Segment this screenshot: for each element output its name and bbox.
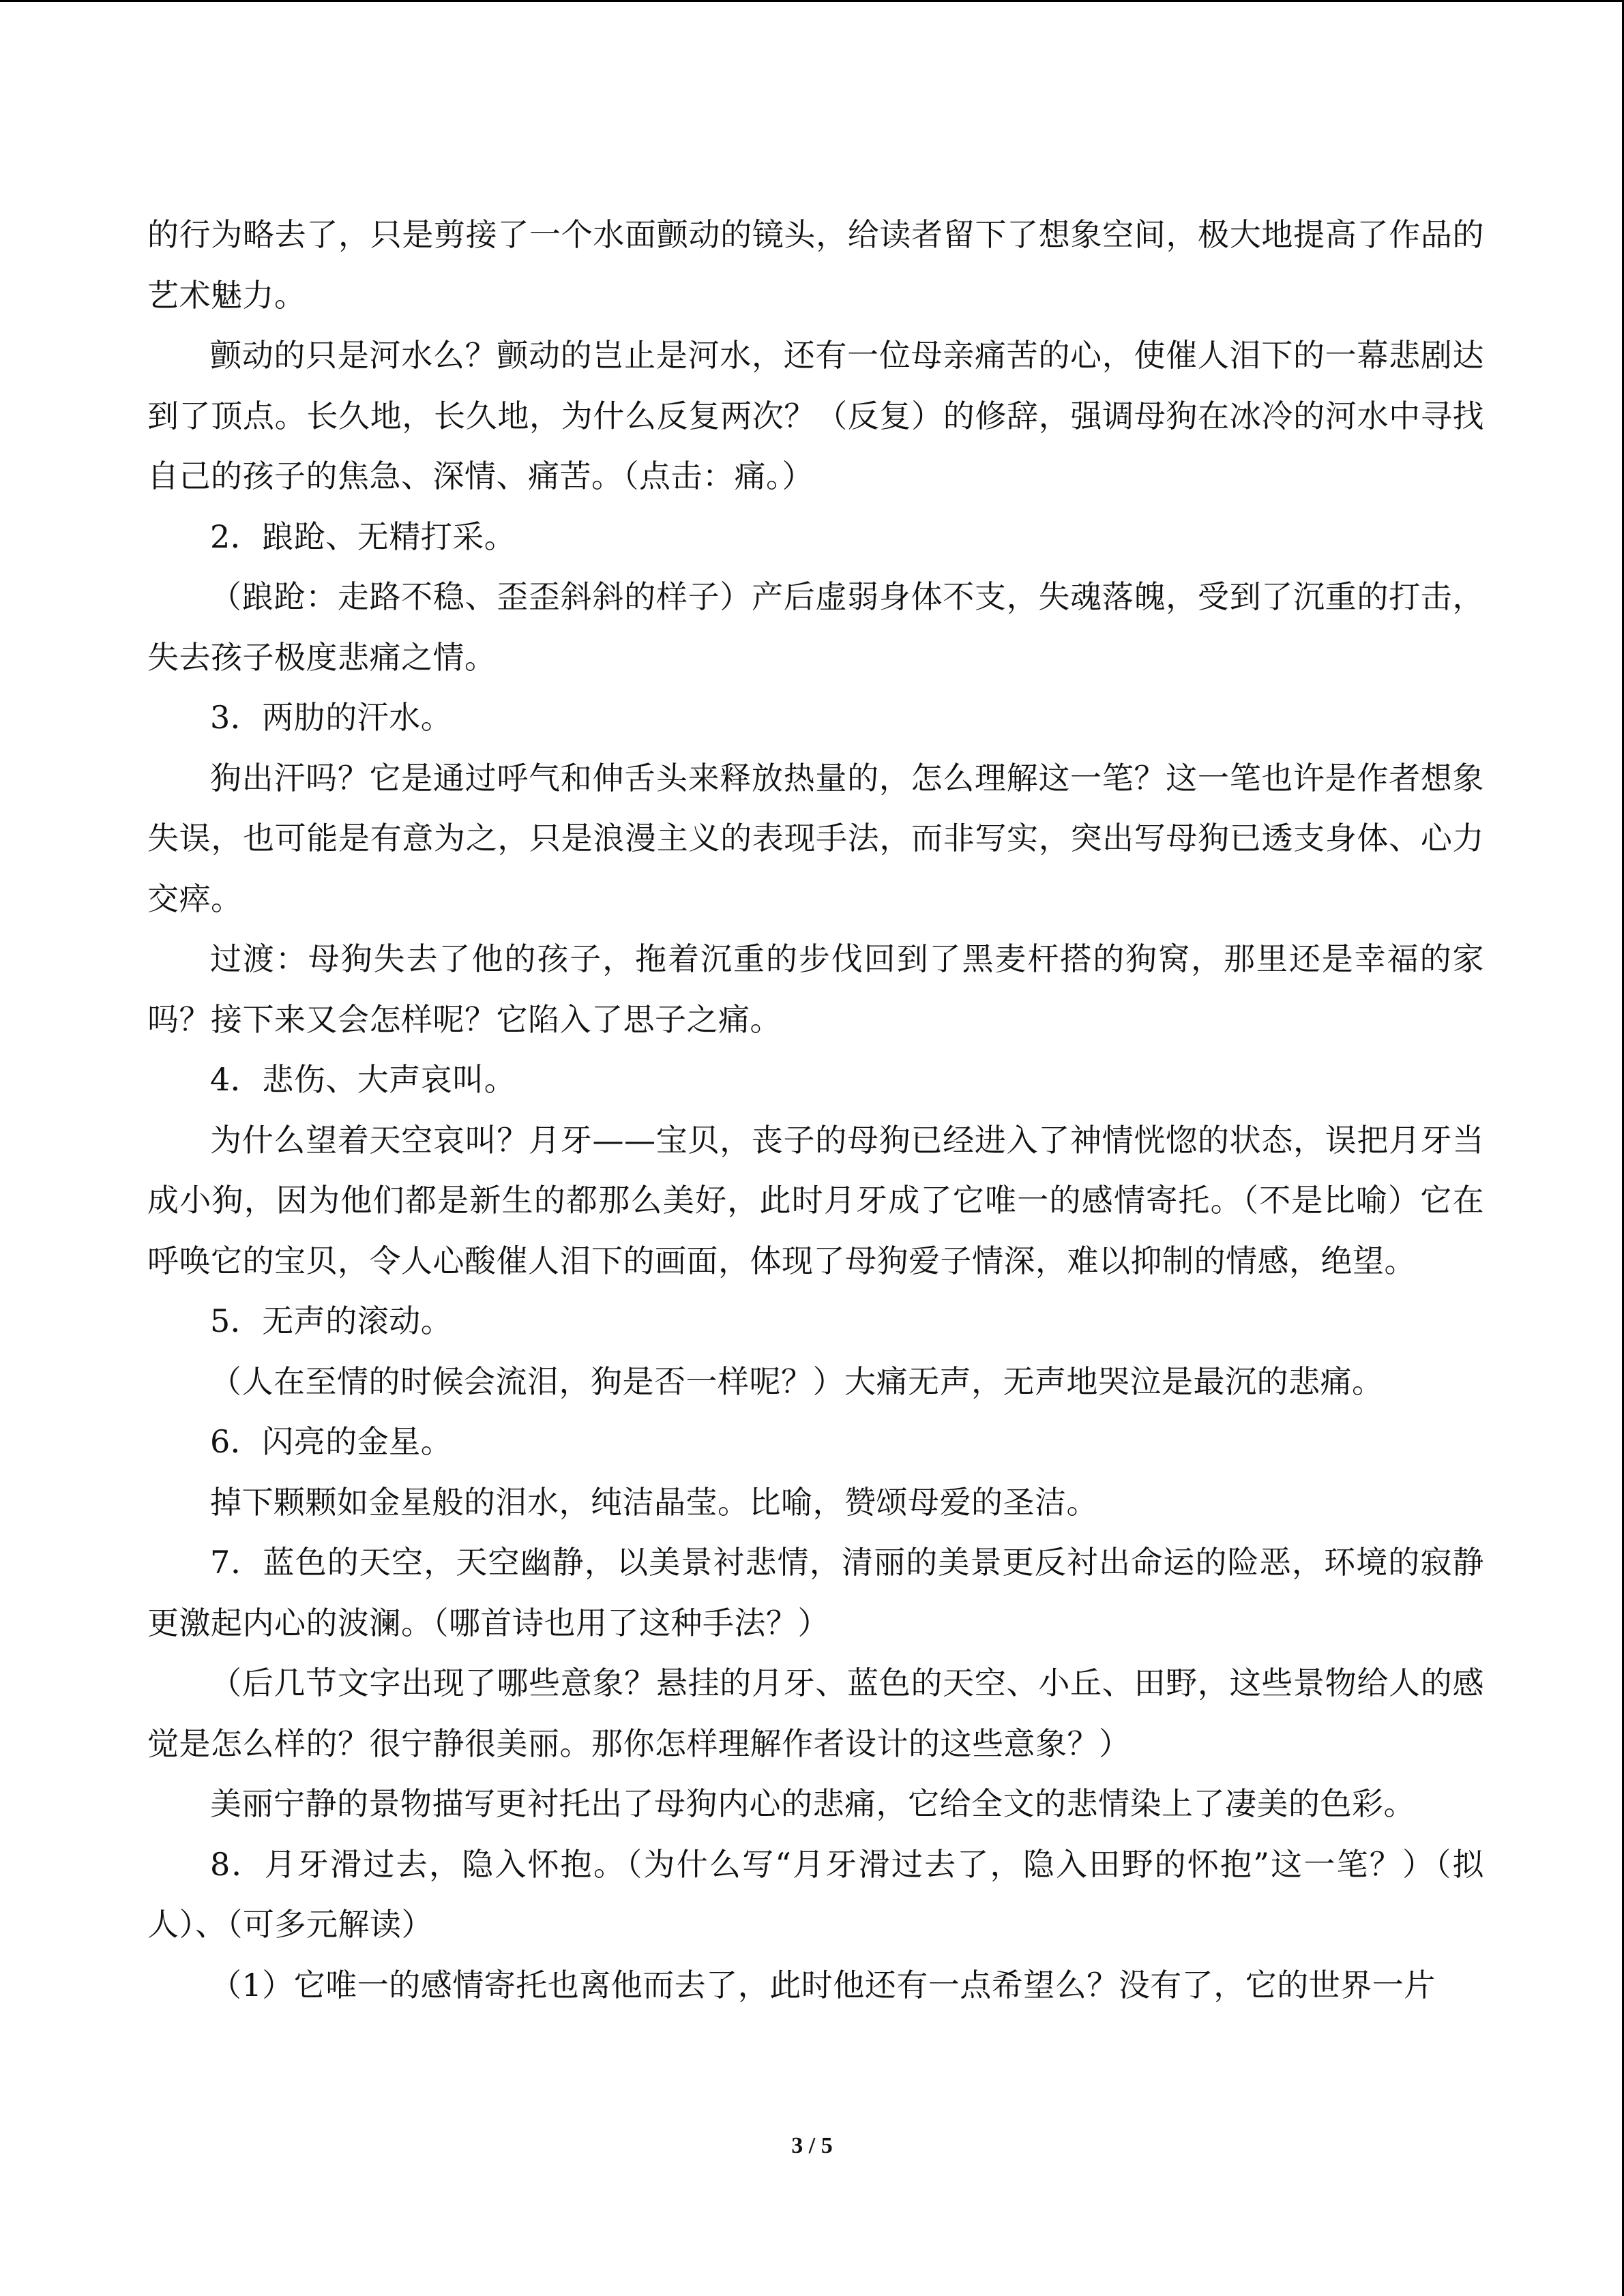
paragraph-6: 狗出汗吗？它是通过呼气和伸舌头来释放热量的，怎么理解这一笔？这一笔也许是作者想象失误，也可能是有意为之，只是浪漫主义的表现手法，而非写实，突出写母狗已透支身体、心力交瘁。 [147,759,1484,917]
paragraph-10: 5．无声的滚动。 [210,1302,453,1339]
paragraph-14: 7．蓝色的天空，天空幽静，以美景衬悲情，清丽的美景更反衬出命运的险恶，环境的寂静更激起内心的波澜。（哪首诗也用了这种手法？） [147,1544,1484,1641]
paragraph-11: （人在至情的时候会流泪，狗是否一样呢？）大痛无声，无声地哭泣是最沉的悲痛。 [210,1362,1384,1400]
paragraph-4: （踉跄：走路不稳、歪歪斜斜的样子）产后虚弱身体不支，失魂落魄，受到了沉重的打击，失去孩子极度悲痛之情。 [147,578,1484,676]
paragraph-3: 2．踉跄、无精打采。 [210,518,516,555]
page-number: 3 / 5 [791,2133,833,2158]
paragraph-18: （1）它唯一的感情寄托也离他而去了，此时他还有一点希望么？没有了，它的世界一片 [210,1966,1436,2003]
paragraph-12: 6．闪亮的金星。 [210,1423,453,1460]
paragraph-9: 为什么望着天空哀叫？月牙——宝贝，丧子的母狗已经进入了神情恍惚的状态，误把月牙当成小狗，因为他们都是新生的都那么美好，此时月牙成了它唯一的感情寄托。（不是比喻）它在呼唤它的宝贝，令人心酸催人泪下的画面，体现了母狗爱子情深，难以抑制的情感，绝望。 [147,1121,1484,1279]
paragraph-15: （后几节文字出现了哪些意象？悬挂的月牙、蓝色的天空、小丘、田野，这些景物给人的感觉是怎么样的？很宁静很美丽。那你怎样理解作者设计的这些意象？） [147,1665,1484,1762]
paragraph-8: 4．悲伤、大声哀叫。 [210,1061,516,1098]
document-body [147,205,1484,2015]
paragraph-2: 颤动的只是河水么？颤动的岂止是河水，还有一位母亲痛苦的心，使催人泪下的一幕悲剧达到了顶点。长久地，长久地，为什么反复两次？（反复）的修辞，强调母狗在冰冷的河水中寻找自己的孩子的焦急、深情、痛苦。（点击：痛。） [147,337,1484,494]
paragraph-7: 过渡：母狗失去了他的孩子，拖着沉重的步伐回到了黑麦杆搭的狗窝，那里还是幸福的家吗？接下来又会怎样呢？它陷入了思子之痛。 [147,940,1484,1038]
paragraph-17: 8．月牙滑过去，隐入怀抱。（为什么写“月牙滑过去了，隐入田野的怀抱”这一笔？）（拟人）、（可多元解读） [147,1845,1484,1943]
paragraph-16: 美丽宁静的景物描写更衬托出了母狗内心的悲痛，它给全文的悲情染上了凄美的色彩。 [210,1785,1415,1822]
paragraph-5: 3．两肋的汗水。 [210,699,453,736]
paragraph-1: 的行为略去了，只是剪接了一个水面颤动的镜头，给读者留下了想象空间，极大地提高了作品的艺术魅力。 [147,216,1484,314]
paragraph-13: 掉下颗颗如金星般的泪水，纯洁晶莹。比喻，赞颂母爱的圣洁。 [210,1483,1098,1521]
